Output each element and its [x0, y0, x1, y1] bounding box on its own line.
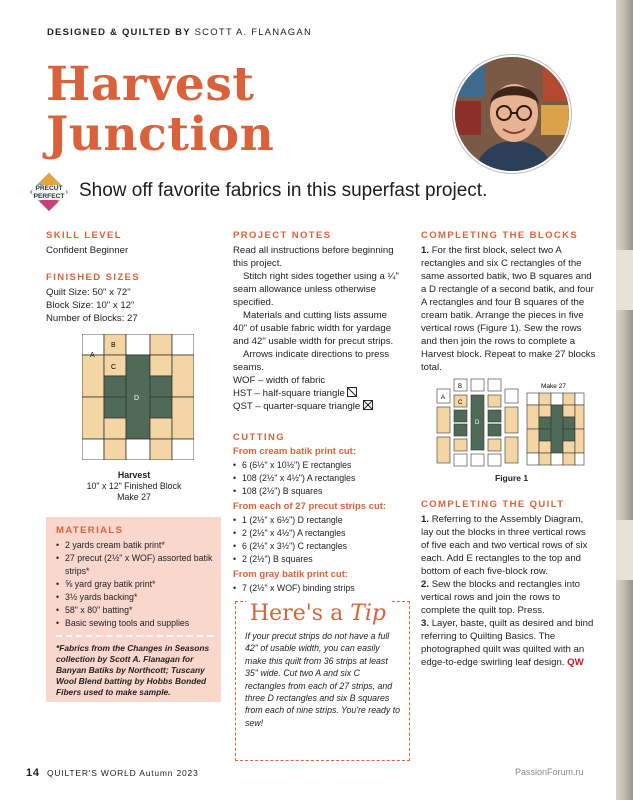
tip-heading-b: Tip	[350, 601, 386, 626]
cut-item: • 108 (2½" x 4½") A rectangles	[233, 472, 403, 485]
cutting-heading: CUTTING	[233, 432, 286, 443]
quilt-step-3	[421, 617, 596, 669]
label-c: C	[111, 364, 117, 371]
page-number: 14	[26, 767, 40, 779]
block-caption-title: Harvest	[117, 470, 151, 480]
quilt-step-1-num: 1.	[421, 514, 430, 525]
quilt-step-1	[421, 513, 596, 578]
note-p4: Arrows indicate directions to press seams.	[233, 349, 390, 373]
skill-heading: SKILL LEVEL	[46, 230, 122, 241]
material-item: • Basic sewing tools and supplies	[56, 617, 213, 630]
quilt-step-2-text: Sew the blocks and rectangles into vertical rows and join the rows to complete the quilt top. Press.	[421, 579, 580, 616]
block-caption	[46, 470, 222, 503]
issue-name: Autumn 2023	[139, 768, 199, 778]
materials-box	[46, 517, 221, 702]
block-caption-size: 10" x 12" Finished Block	[86, 481, 182, 491]
cutting-cream-heading: From cream batik print cut:	[233, 446, 356, 457]
footer	[26, 767, 199, 779]
label-a: A	[90, 352, 95, 359]
skill-value: Confident Beginner	[46, 245, 129, 256]
note-qst-row	[233, 400, 403, 413]
completing-quilt-section	[421, 499, 596, 669]
label-d: D	[134, 395, 140, 402]
tip-heading	[246, 601, 390, 626]
cut-item: • 6 (2½" x 3½") C rectangles	[233, 540, 403, 553]
fig-label-b: B	[458, 384, 463, 390]
harvest-block-svg	[82, 334, 194, 460]
cutting-precut-list	[233, 514, 403, 566]
qst-icon	[363, 400, 373, 410]
fig-label-c: C	[458, 400, 463, 406]
precut-perfect-badge	[29, 172, 69, 212]
title-line-2: Junction	[46, 107, 275, 162]
block-diagram	[82, 334, 194, 465]
quilt-step-2	[421, 578, 596, 617]
note-p3: Materials and cutting lists assume 40" of usable fabric width for yardage and 42" usable width for precut strips.	[233, 310, 394, 347]
block-caption-make: Make 27	[117, 492, 151, 502]
side-photo-stripe	[616, 250, 633, 310]
title-line-1: Harvest	[46, 57, 255, 112]
note-hst: HST – half-square triangle	[233, 388, 345, 399]
end-mark: QW	[567, 657, 584, 668]
cutting-gray-heading: From gray batik print cut:	[233, 569, 349, 580]
cutting-gray-list	[233, 582, 403, 595]
page-title	[46, 57, 436, 162]
materials-divider	[56, 635, 213, 637]
designer-portrait	[453, 55, 571, 173]
tip-heading-a: Here's a	[250, 601, 344, 626]
designer-name: SCOTT A. FLANAGAN	[194, 27, 312, 38]
blocks-step-1	[421, 244, 596, 374]
label-b: B	[111, 342, 116, 349]
material-item: • 27 precut (2½" x WOF) assorted batik strips*	[56, 552, 213, 578]
cutting-precut-heading: From each of 27 precut strips cut:	[233, 501, 387, 512]
badge-line-2: PERFECT	[33, 192, 65, 200]
column-middle	[233, 230, 403, 597]
cut-item: • 2 (2½" x 4½") A rectangles	[233, 527, 403, 540]
column-right	[421, 230, 596, 374]
quilt-size: Quilt Size: 50" x 72"	[46, 287, 131, 298]
materials-heading: MATERIALS	[56, 525, 124, 536]
hst-icon	[347, 387, 357, 397]
quilt-step-2-num: 2.	[421, 579, 430, 590]
watermark: PassionForum.ru	[515, 767, 584, 777]
figure-1-svg	[435, 377, 585, 469]
blocks-step-1-text: For the first block, select two A rectangles and six C rectangles of the same assorted batik, two B squares and a D rectangle of a second batik, and four A rectangles and four B squares of the cream batik. Arrange the pieces in five vertical rows (Figure 1). Sew the rows and then join the rows to complete a Harvest block. Repeat to make 27 blocks total.	[421, 245, 596, 373]
completing-quilt-heading: COMPLETING THE QUILT	[421, 499, 565, 510]
cut-item: • 1 (2½" x 6½") D rectangle	[233, 514, 403, 527]
cut-item: • 7 (2½" x WOF) binding strips	[233, 582, 403, 595]
material-item: • ⅝ yard gray batik print*	[56, 578, 213, 591]
badge-text	[29, 185, 69, 200]
note-p1: Read all instructions before beginning this project.	[233, 245, 394, 269]
cutting-cream-list	[233, 459, 403, 498]
note-hst-row	[233, 387, 403, 400]
material-item: • 58" x 80" batting*	[56, 604, 213, 617]
project-notes-heading: PROJECT NOTES	[233, 230, 332, 241]
fig-label-a: A	[441, 395, 446, 401]
quilt-step-3-num: 3.	[421, 618, 430, 629]
fig-label-d: D	[475, 420, 480, 426]
material-item: • 2 yards cream batik print*	[56, 539, 213, 552]
tip-body: If your precut strips do not have a full 42" of usable width, you can easily make this quilt from 36 strips at least 35" wide. Cut two A and six C rectangles from each of 27 strips, and three D rectangles and six B squares from each of nine strips. You're ready to sew!	[245, 631, 401, 728]
cut-item: • 108 (2½") B squares	[233, 485, 403, 498]
quilt-step-1-text: Referring to the Assembly Diagram, lay out the blocks in three vertical rows of five each and two vertical rows of six each. Add E rectangles to the top and bottom of each five-block row.	[421, 514, 588, 577]
cut-item: • 2 (2½") B squares	[233, 553, 403, 566]
column-left	[46, 230, 216, 325]
magazine-name: QUILTER'S WORLD	[47, 768, 137, 778]
side-photo-stripe	[616, 520, 633, 580]
materials-list	[56, 539, 213, 630]
blocks-step-1-num: 1.	[421, 245, 430, 256]
finished-heading: FINISHED SIZES	[46, 272, 141, 283]
portrait-illustration	[455, 57, 571, 173]
material-item: • 3½ yards backing*	[56, 591, 213, 604]
block-size: Block Size: 10" x 12"	[46, 300, 135, 311]
cut-item: • 6 (6½" x 10½") E rectangles	[233, 459, 403, 472]
materials-note: *Fabrics from the Changes in Seasons collection by Scott A. Flanagan for Banyan Batiks by Northcott; Tuscany Wool Blend batting by Hobbs Bonded Fibers used to make sample.	[56, 643, 210, 697]
figure-1-caption: Figure 1	[495, 473, 529, 483]
figure-1	[435, 377, 585, 474]
tagline: Show off favorite fabrics in this superfast project.	[79, 180, 488, 201]
side-photo-edge	[616, 0, 633, 800]
completing-blocks-heading: COMPLETING THE BLOCKS	[421, 230, 579, 241]
byline	[47, 27, 312, 38]
note-wof: WOF – width of fabric	[233, 375, 326, 386]
block-count: Number of Blocks: 27	[46, 313, 138, 324]
byline-label: DESIGNED & QUILTED BY	[47, 27, 191, 38]
note-p2: Stitch right sides together using a ¼" seam allowance unless otherwise specified.	[233, 271, 399, 308]
badge-line-1: PRECUT	[35, 185, 63, 192]
note-qst: QST – quarter-square triangle	[233, 401, 361, 412]
fig-make: Make 27	[541, 383, 566, 390]
quilt-step-3-text: Layer, baste, quilt as desired and bind referring to Quilting Basics. The photographed quilt was quilted with an edge-to-edge swirling leaf design.	[421, 618, 594, 668]
